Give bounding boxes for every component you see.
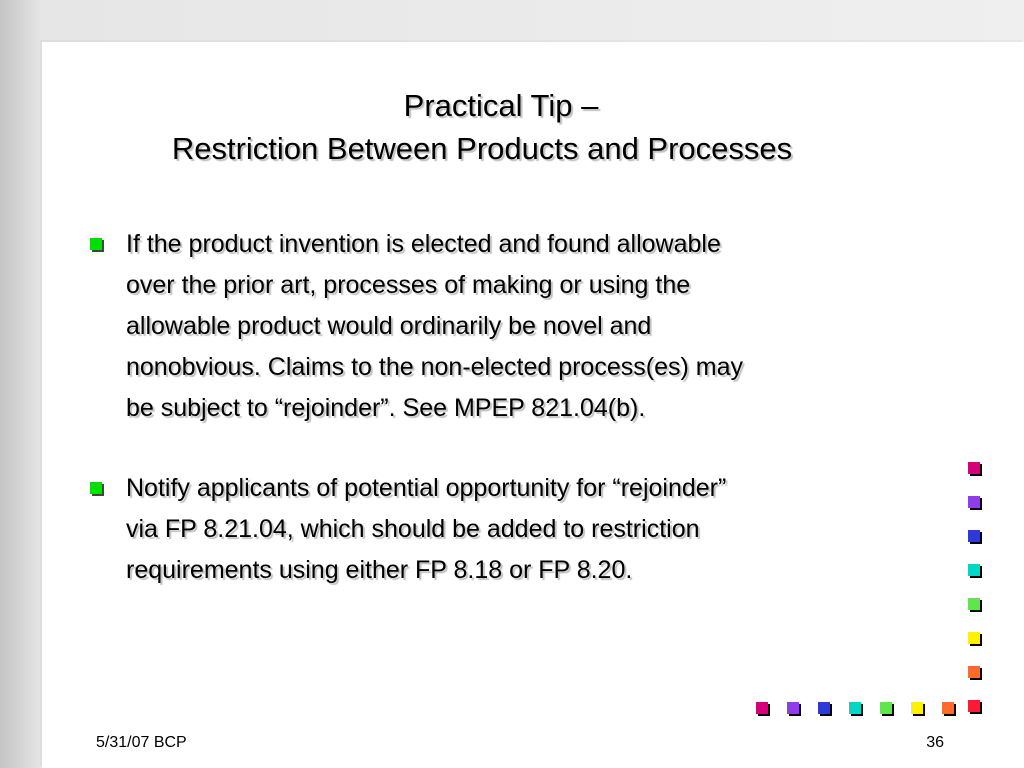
bullet-text-2	[126, 468, 948, 591]
bullet-1-line-2: over the prior art, processes of making or using the	[126, 271, 691, 299]
page-number: 36	[926, 734, 944, 751]
slide-title	[0, 84, 964, 170]
bullet-2-line-2: via FP 8.21.04, which should be added to restriction	[126, 515, 700, 543]
bullet-square-icon	[90, 482, 102, 494]
bullet-item-2	[90, 468, 950, 591]
bullet-text-1	[126, 224, 948, 429]
bullet-1-line-3: allowable product would ordinarily be novel and	[126, 312, 652, 340]
slide-title-line-1: Practical Tip –	[403, 88, 599, 123]
bullet-1-line-4: nonobvious. Claims to the non-elected process(es) may	[126, 353, 743, 381]
bullet-item-1	[90, 224, 950, 429]
slide-content	[90, 224, 950, 591]
bullet-1-line-5: be subject to “rejoinder”. See MPEP 821.04(b).	[126, 394, 646, 422]
footer-date-author: 5/31/07 BCP	[96, 734, 187, 751]
bullet-2-line-3: requirements using either FP 8.18 or FP 8.20.	[126, 556, 633, 584]
bullet-2-line-1: Notify applicants of potential opportunity for “rejoinder”	[126, 474, 727, 502]
slide-title-line-2: Restriction Between Products and Processes	[171, 131, 793, 166]
bullet-square-icon	[90, 238, 102, 250]
bullet-1-line-1: If the product invention is elected and found allowable	[126, 230, 721, 258]
